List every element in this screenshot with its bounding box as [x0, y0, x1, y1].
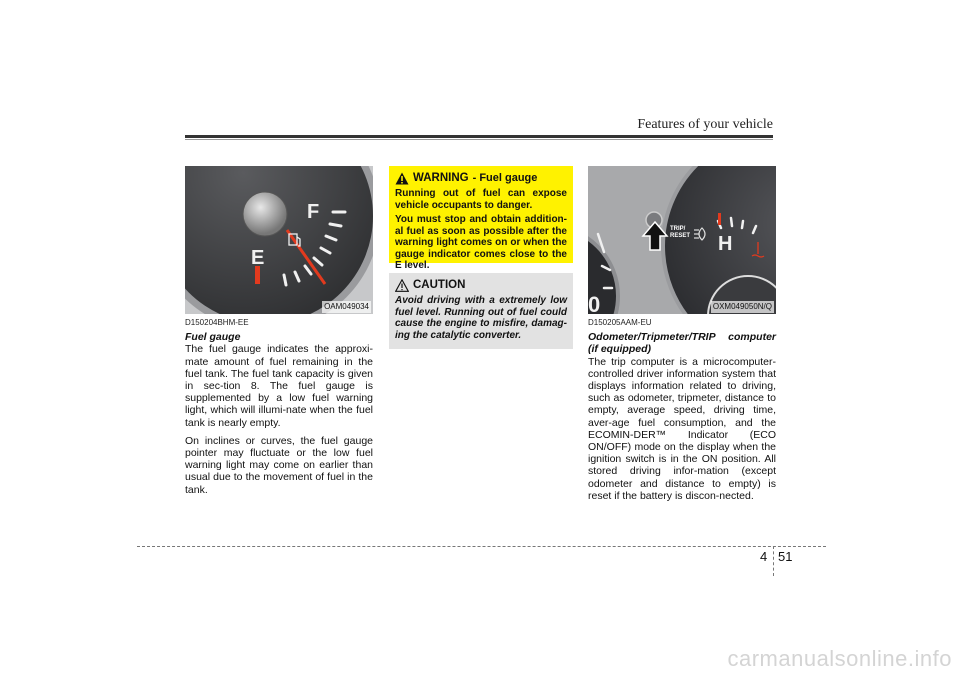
speedo-zero-label: 0 [588, 292, 601, 314]
trip-reset-line1: TRIP/ [670, 226, 686, 232]
section-subhead: Fuel gauge [185, 331, 241, 344]
warning-title [395, 172, 567, 185]
footer-rule [137, 546, 826, 547]
gauge-hot-label: H [718, 233, 733, 255]
caution-box [389, 273, 573, 349]
header-rule [185, 135, 773, 138]
gauge-empty-label: E [251, 247, 265, 269]
image-caption: OXM049050N/Q [711, 301, 774, 313]
warning-line: You must stop and obtain addition-al fuel as soon as possible after the warning light comes on or when the gauge indicator comes close to the E level. [395, 214, 567, 271]
caution-label: CAUTION [413, 279, 466, 292]
page-number: 51 [778, 549, 793, 564]
caution-triangle-icon [395, 279, 409, 292]
body-paragraph: The trip computer is a microcomputer-controlled driver information system that displays information related to driving, such as odometer, tripmeter, distance to empty, average speed, driving time, aver-age fuel consumption, and the ECOMIN-DER™ Indicator (ECO ON/OFF) mode on the display when the ignition switch is in the ON position. All stored driving infor-mation (except odometer and distance to empty) is reset if the battery is discon-nected. [588, 355, 776, 502]
cluster-illustration [588, 166, 776, 314]
warning-subtitle: - Fuel gauge [472, 172, 538, 185]
page-header-title: Features of your vehicle [637, 117, 773, 132]
trip-button-image [588, 166, 776, 314]
gauge-full-label: F [307, 201, 320, 223]
section-subhead: Odometer/Tripmeter/TRIP computer (if equipped) [588, 331, 776, 356]
body-paragraph: On inclines or curves, the fuel gauge pointer may fluctuate or the low fuel warning light may come on earlier than usual due to the movement of fuel in the tank. [185, 434, 373, 496]
warning-line: Running out of fuel can expose vehicle occupants to danger. [395, 188, 567, 211]
caution-title [395, 279, 567, 292]
column-trip-computer [588, 166, 776, 508]
column-fuel-gauge [185, 166, 373, 502]
section-number: 4 [760, 549, 768, 564]
warning-box [389, 166, 573, 271]
body-paragraph: The fuel gauge indicates the approxi-mate amount of fuel remaining in the fuel tank. The fuel tank capacity is given in sec-tion 8. The fuel gauge is supplemented by a low fuel warning light, which will illumi-nate when the fuel tank is nearly empty. [185, 343, 373, 429]
column-warnings [389, 166, 573, 349]
header-rule-thin [185, 139, 773, 140]
fuel-gauge-illustration [185, 166, 373, 314]
warning-label: WARNING [413, 172, 469, 185]
fuel-gauge-image [185, 166, 373, 314]
trip-reset-line2: RESET [670, 233, 691, 239]
warning-triangle-icon [395, 172, 409, 185]
section-code: D150205AAM-EU [588, 318, 652, 327]
watermark: carmanualsonline.info [727, 646, 952, 671]
section-code: D150204BHM-EE [185, 318, 249, 327]
image-caption: OAM049034 [322, 301, 371, 313]
footer-divider [773, 546, 774, 576]
caution-text: Avoid driving with a extremely low fuel level. Running out of fuel could cause the engine to misfire, damag-ing the catalytic converter. [395, 295, 567, 341]
